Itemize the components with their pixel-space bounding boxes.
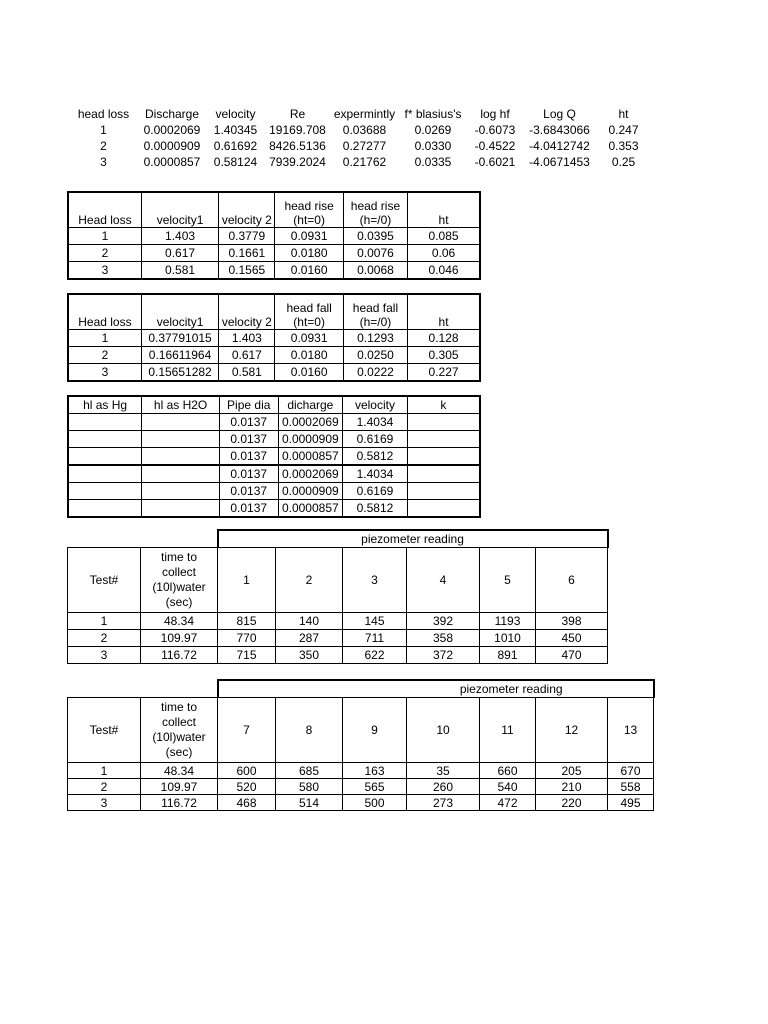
table-cell: 1.4034 — [343, 465, 408, 483]
table-cell: 19169.708 — [269, 123, 326, 137]
table-cell: 260 — [407, 779, 480, 795]
table-row — [68, 763, 654, 779]
column-header: velocity — [343, 396, 408, 414]
table-cell: 0.0395 — [343, 228, 407, 245]
table-cell — [142, 500, 220, 518]
table-cell: 0.1293 — [343, 330, 407, 347]
column-header: 10 — [407, 698, 480, 763]
table-cell: 0.0137 — [219, 483, 278, 500]
table-cell: 0.3779 — [219, 228, 275, 245]
table-cell: 0.305 — [408, 347, 480, 364]
table-cell — [407, 500, 480, 518]
table-cell: 210 — [536, 779, 608, 795]
table-row — [68, 779, 654, 795]
table-cell: 468 — [218, 795, 276, 811]
table-cell: -3.6843066 — [529, 123, 590, 137]
table-cell: 0.581 — [141, 262, 218, 280]
column-header: expermintly — [333, 107, 396, 121]
table-cell: 0.6169 — [343, 483, 408, 500]
table-cell: 622 — [343, 647, 407, 664]
table-cell: 0.5812 — [343, 448, 408, 466]
table-cell: 1 — [68, 330, 141, 347]
table-cell: 0.21762 — [342, 155, 387, 169]
column-header: head loss — [77, 107, 130, 121]
column-header: time to collect (10l)water (sec) — [141, 548, 218, 613]
table-cell: 0.617 — [141, 245, 218, 262]
table-row — [68, 465, 480, 483]
column-header: hl as Hg — [68, 396, 142, 414]
table-cell: 1 — [68, 228, 141, 245]
column-header: k — [407, 396, 480, 414]
table-cell: 3 — [68, 262, 141, 280]
table-cell: 163 — [343, 763, 407, 779]
table-cell: 0.617 — [219, 347, 275, 364]
column-header: 1 — [218, 548, 276, 613]
table-cell: 0.0330 — [414, 139, 452, 153]
column-header: hl as H2O — [142, 396, 220, 414]
table-cell: 0.16611964 — [141, 347, 218, 364]
column-header: ht — [618, 107, 629, 121]
table-cell — [68, 448, 142, 466]
column-header: head rise (h=/0) — [343, 192, 407, 228]
table-cell: 145 — [343, 613, 407, 630]
column-header: 11 — [480, 698, 536, 763]
column-header: Test# — [68, 698, 141, 763]
table-cell — [142, 483, 220, 500]
column-header: time to collect (10l)water (sec) — [141, 698, 218, 763]
table-cell: 1.4034 — [343, 414, 408, 431]
table-row — [68, 347, 480, 364]
table-cell: 565 — [343, 779, 407, 795]
head-rise-table — [67, 191, 481, 280]
table-cell: 1010 — [480, 630, 536, 647]
table-cell: 2 — [68, 347, 141, 364]
table-cell: 0.15651282 — [141, 364, 218, 382]
table-cell — [68, 500, 142, 518]
table-cell — [407, 431, 480, 448]
table-cell: 48.34 — [141, 763, 218, 779]
table-cell: 140 — [276, 613, 343, 630]
table-row — [68, 647, 608, 664]
table-cell: 0.0931 — [275, 330, 343, 347]
head-fall-table — [67, 293, 481, 382]
table-cell: 0.5812 — [343, 500, 408, 518]
table-cell: 398 — [536, 613, 608, 630]
piezometer-group-header: piezometer reading — [218, 530, 608, 548]
column-header: 8 — [276, 698, 343, 763]
table-cell: 2 — [68, 245, 141, 262]
table-row — [68, 500, 480, 518]
column-header: 4 — [407, 548, 480, 613]
table-cell: 0.0000857 — [278, 500, 343, 518]
table-row — [70, 138, 650, 154]
table-cell — [407, 414, 480, 431]
table-cell — [68, 465, 142, 483]
table-row — [68, 630, 608, 647]
table-cell: 500 — [343, 795, 407, 811]
table-cell: 0.0000909 — [143, 139, 201, 153]
table-cell: 0.0180 — [275, 347, 343, 364]
table-cell: 116.72 — [141, 795, 218, 811]
column-header: velocity — [215, 107, 256, 121]
column-header: head fall (ht=0) — [275, 294, 343, 330]
table-cell — [407, 483, 480, 500]
table-cell: 1193 — [480, 613, 536, 630]
table-cell: -0.6021 — [474, 155, 516, 169]
table-cell: 0.0137 — [219, 500, 278, 518]
table-cell: 0.0076 — [343, 245, 407, 262]
table-cell: 48.34 — [141, 613, 218, 630]
table-cell: 2 — [68, 779, 141, 795]
table-cell: 220 — [536, 795, 608, 811]
table-cell: 0.0000857 — [143, 155, 201, 169]
table-cell: 770 — [218, 630, 276, 647]
table-cell: 109.97 — [141, 779, 218, 795]
column-header: Head loss — [68, 294, 141, 330]
table-cell: 2 — [100, 139, 107, 153]
table-cell: 0.1565 — [219, 262, 275, 280]
table-cell: 372 — [407, 647, 480, 664]
table-cell — [68, 431, 142, 448]
table-cell: 0.58124 — [213, 155, 258, 169]
table-cell: 0.0180 — [275, 245, 343, 262]
table-cell: 0.0222 — [343, 364, 407, 382]
table-row — [70, 154, 650, 170]
table-row — [68, 414, 480, 431]
table-row — [70, 122, 650, 138]
table-cell: 715 — [218, 647, 276, 664]
table-cell — [142, 448, 220, 466]
column-header: 2 — [276, 548, 343, 613]
column-header: ht — [408, 294, 480, 330]
piezometer-reading-table-2 — [67, 679, 655, 811]
table-cell: 0.0002069 — [278, 414, 343, 431]
table-cell: 0.581 — [219, 364, 275, 382]
table-cell: 0.0137 — [219, 431, 278, 448]
table-cell: 0.37791015 — [141, 330, 218, 347]
table-cell: 450 — [536, 630, 608, 647]
table-cell: 287 — [276, 630, 343, 647]
table-cell: 0.0068 — [343, 262, 407, 280]
table-cell: -0.6073 — [474, 123, 516, 137]
piezometer-group-header: piezometer reading — [218, 680, 654, 698]
column-header: 6 — [536, 548, 608, 613]
column-header: velocity1 — [141, 294, 218, 330]
table-cell: 0.247 — [608, 123, 639, 137]
table-cell: 2 — [68, 630, 141, 647]
table-cell: 660 — [480, 763, 536, 779]
table-cell: 273 — [407, 795, 480, 811]
table-cell: 711 — [343, 630, 407, 647]
table-cell: 0.0160 — [275, 262, 343, 280]
table-cell: 1 — [100, 123, 107, 137]
table-cell: 0.0160 — [275, 364, 343, 382]
table-cell: 1 — [68, 613, 141, 630]
column-header: 13 — [608, 698, 654, 763]
table-cell: 0.0269 — [414, 123, 452, 137]
table-cell: 470 — [536, 647, 608, 664]
table-cell: -4.0412742 — [529, 139, 590, 153]
table-cell: 0.1661 — [219, 245, 275, 262]
column-header: velocity 2 — [219, 192, 275, 228]
table-cell: 1.403 — [219, 330, 275, 347]
table-cell: 0.353 — [608, 139, 639, 153]
table-cell: 495 — [608, 795, 654, 811]
table-cell: 7939.2024 — [269, 155, 326, 169]
column-header: f* blasius's — [404, 107, 462, 121]
table-cell: 0.0137 — [219, 465, 278, 483]
table-cell: 1 — [68, 763, 141, 779]
column-header: head rise (ht=0) — [275, 192, 343, 228]
table-cell — [407, 448, 480, 466]
table-cell — [407, 465, 480, 483]
table-cell: 685 — [276, 763, 343, 779]
table-cell: 540 — [480, 779, 536, 795]
table-cell: 472 — [480, 795, 536, 811]
table-cell: 358 — [407, 630, 480, 647]
table-cell: 600 — [218, 763, 276, 779]
table-cell: 8426.5136 — [269, 139, 326, 153]
table-cell: 1.403 — [141, 228, 218, 245]
column-header: dicharge — [278, 396, 343, 414]
table-cell: 0.046 — [408, 262, 480, 280]
column-header: head fall (h=/0) — [343, 294, 407, 330]
table-cell: 0.0931 — [275, 228, 343, 245]
table-cell: 815 — [218, 613, 276, 630]
table-row — [68, 262, 480, 280]
table-cell: 35 — [407, 763, 480, 779]
column-header: Head loss — [68, 192, 141, 228]
table-row — [68, 364, 480, 382]
column-header: 12 — [536, 698, 608, 763]
table-cell: 0.0000909 — [278, 431, 343, 448]
table-cell: 0.0000857 — [278, 448, 343, 466]
table-cell — [68, 414, 142, 431]
table-cell: 670 — [608, 763, 654, 779]
table-cell: 0.6169 — [343, 431, 408, 448]
table-cell: 0.27277 — [342, 139, 387, 153]
table-cell: 0.0002069 — [278, 465, 343, 483]
column-header: Test# — [68, 548, 141, 613]
table-cell: 0.0000909 — [278, 483, 343, 500]
table-cell: 580 — [276, 779, 343, 795]
table-cell: 0.25 — [611, 155, 636, 169]
table-cell: -0.4522 — [474, 139, 516, 153]
column-header: velocity 2 — [219, 294, 275, 330]
table-cell: 109.97 — [141, 630, 218, 647]
table-cell: 0.128 — [408, 330, 480, 347]
table-row — [68, 483, 480, 500]
table-cell — [142, 414, 220, 431]
table-cell: 0.227 — [408, 364, 480, 382]
table-cell: 0.03688 — [342, 123, 387, 137]
column-header: 3 — [343, 548, 407, 613]
column-header: 5 — [480, 548, 536, 613]
table-cell: 520 — [218, 779, 276, 795]
table-row — [68, 613, 608, 630]
table-cell: 3 — [68, 364, 141, 382]
table-row — [68, 795, 654, 811]
results-summary-table — [70, 106, 650, 170]
column-header: velocity1 — [141, 192, 218, 228]
table-cell: 891 — [480, 647, 536, 664]
table-cell: 3 — [68, 795, 141, 811]
column-header: 9 — [343, 698, 407, 763]
table-cell: 0.0137 — [219, 414, 278, 431]
table-cell: 0.0137 — [219, 448, 278, 466]
table-row — [68, 245, 480, 262]
table-cell: 3 — [100, 155, 107, 169]
column-header: log hf — [480, 107, 510, 121]
column-header: ht — [408, 192, 480, 228]
table-cell: 1.40345 — [213, 123, 258, 137]
table-cell: 0.0250 — [343, 347, 407, 364]
table-cell: 0.085 — [408, 228, 480, 245]
column-header: Discharge — [144, 107, 200, 121]
loss-coefficient-table — [67, 395, 481, 518]
table-cell: 0.0002069 — [143, 123, 201, 137]
table-cell: 350 — [276, 647, 343, 664]
table-row — [68, 330, 480, 347]
column-header: Re — [289, 107, 306, 121]
table-cell: 205 — [536, 763, 608, 779]
table-cell — [142, 431, 220, 448]
table-cell — [68, 483, 142, 500]
table-row — [68, 228, 480, 245]
column-header: Log Q — [543, 107, 576, 121]
column-header: Pipe dia — [219, 396, 278, 414]
table-cell: 3 — [68, 647, 141, 664]
table-row — [68, 448, 480, 466]
table-cell: -4.0671453 — [529, 155, 590, 169]
table-cell: 0.06 — [408, 245, 480, 262]
table-cell: 558 — [608, 779, 654, 795]
table-cell: 0.61692 — [213, 139, 258, 153]
table-cell: 0.0335 — [414, 155, 452, 169]
table-cell: 392 — [407, 613, 480, 630]
table-cell — [142, 465, 220, 483]
table-cell: 514 — [276, 795, 343, 811]
column-header: 7 — [218, 698, 276, 763]
piezometer-reading-table-1 — [67, 529, 609, 664]
table-cell: 116.72 — [141, 647, 218, 664]
table-row — [68, 431, 480, 448]
